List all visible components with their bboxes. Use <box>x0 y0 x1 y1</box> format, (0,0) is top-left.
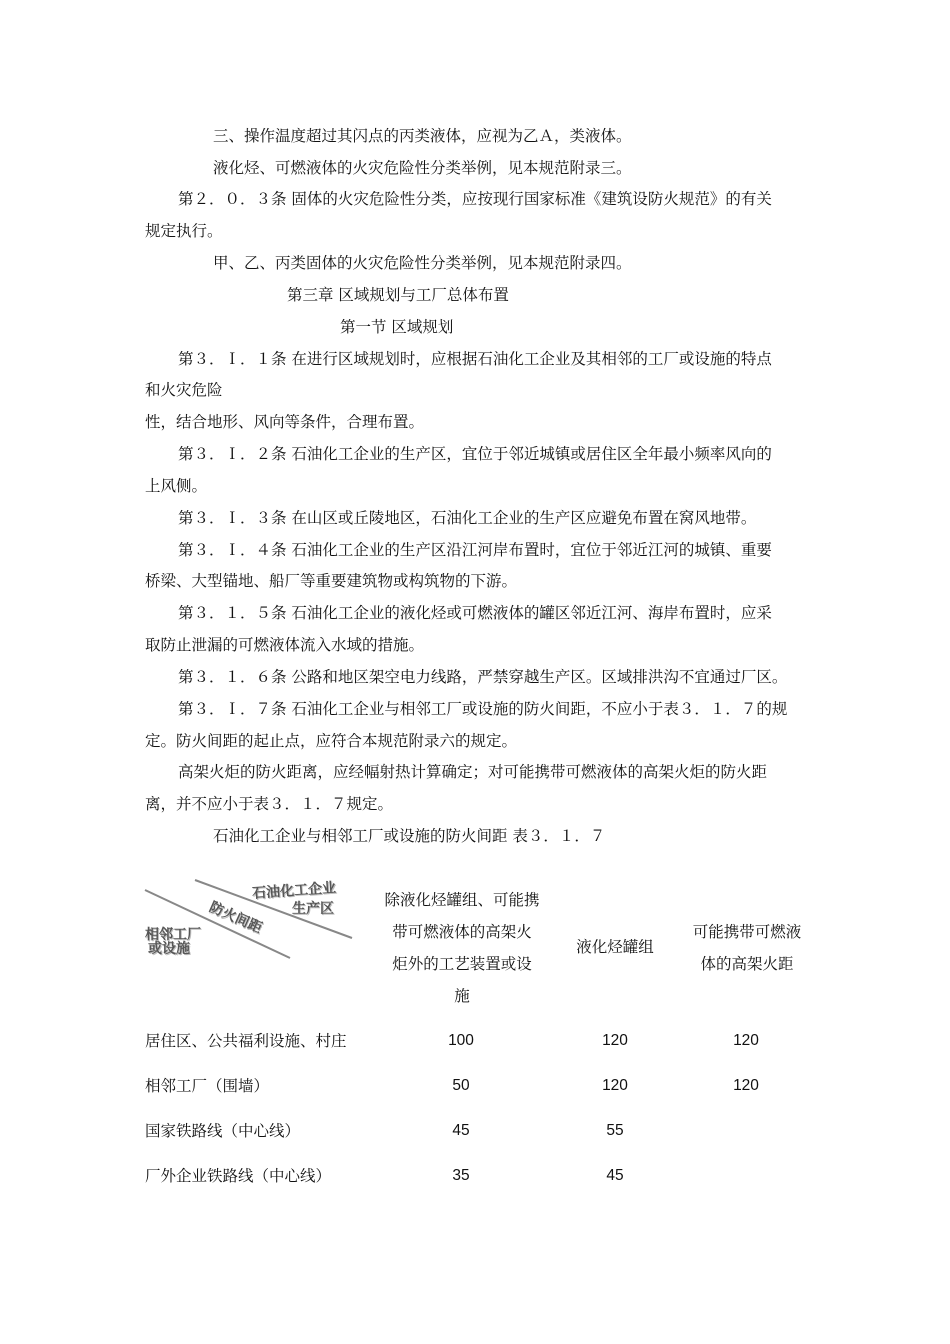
article: 第３．Ｉ．３条 在山区或丘陵地区，石油化工企业的生产区应避免布置在窝风地带。 <box>178 509 757 527</box>
article: 取防止泄漏的可燃液体流入水域的措施。 <box>145 636 425 654</box>
article: 定。防火间距的起止点，应符合本规范附录六的规定。 <box>145 732 518 750</box>
paragraph: 液化烃、可燃液体的火灾危险性分类举例，见本规范附录三。 <box>213 159 632 177</box>
cell-value: 120 <box>733 1032 759 1049</box>
cell-value: 120 <box>602 1077 628 1094</box>
row-label: 国家铁路线（中心线） <box>145 1122 301 1140</box>
header-line: 除液化烃罐组、可能携 <box>384 891 540 909</box>
article: 高架火炬的防火距离，应经幅射热计算确定；对可能携带可燃液体的高架火炬的防火距 <box>178 763 768 781</box>
paragraph: 第２．０．３条 固体的火灾危险性分类，应按现行国家标准《建筑设防火规范》的有关 <box>178 190 772 208</box>
cell-value: 120 <box>602 1032 628 1049</box>
paragraph: 甲、乙、丙类固体的火灾危险性分类举例，见本规范附录四。 <box>213 254 632 272</box>
article: 桥梁、大型锚地、船厂等重要建筑物或构筑物的下游。 <box>145 572 518 590</box>
article: 和火灾危险 <box>145 381 223 399</box>
article: 上风侧。 <box>145 477 208 495</box>
section-title: 第一节 区域规划 <box>340 318 454 336</box>
row-label: 居住区、公共福利设施、村庄 <box>145 1032 347 1050</box>
column-header-flare <box>680 916 814 980</box>
article: 第３．１．５条 石油化工企业的液化烃或可燃液体的罐区邻近江河、海岸布置时，应采 <box>178 604 772 622</box>
header-line: 可能携带可燃液 <box>692 923 802 941</box>
corner-top-label: 石油化工企业 <box>251 880 337 902</box>
article: 第３．１．６条 公路和地区架空电力线路，严禁穿越生产区。区域排洪沟不宜通过厂区。 <box>178 668 788 686</box>
row-label: 厂外企业铁路线（中心线） <box>145 1167 332 1185</box>
header-line: 液化烃罐组 <box>576 938 654 956</box>
cell-value: 120 <box>733 1077 759 1094</box>
table-corner-header <box>140 872 360 962</box>
cell-value: 45 <box>606 1167 624 1184</box>
corner-middle-label: 防火间距 <box>206 899 265 937</box>
article: 第３．Ｉ．１条 在进行区域规划时，应根据石油化工企业及其相邻的工厂或设施的特点 <box>178 350 772 368</box>
article: 第３．Ｉ．２条 石油化工企业的生产区，宜位于邻近城镇或居住区全年最小频率风向的 <box>178 445 772 463</box>
header-line: 体的高架火距 <box>700 955 794 973</box>
header-line: 带可燃液体的高架火 <box>392 923 532 941</box>
article: 离，并不应小于表３．１．７规定。 <box>145 795 394 813</box>
paragraph: 规定执行。 <box>145 222 223 240</box>
article: 性，结合地形、风向等条件，合理布置。 <box>145 413 425 431</box>
cell-value: 100 <box>448 1032 474 1049</box>
header-line: 施 <box>454 987 470 1005</box>
column-header-lpg-tanks <box>555 931 675 963</box>
cell-value: 35 <box>452 1167 470 1184</box>
article: 第３．Ｉ．７条 石油化工企业与相邻工厂或设施的防火间距，不应小于表３．１．７的规 <box>178 700 788 718</box>
corner-bottom-label-2: 或设施 <box>148 941 190 957</box>
article: 第３．Ｉ．４条 石油化工企业的生产区沿江河岸布置时，宜位于邻近江河的城镇、重要 <box>178 541 772 559</box>
chapter-title: 第三章 区域规划与工厂总体布置 <box>287 286 509 304</box>
header-line: 炬外的工艺装置或设 <box>392 955 532 973</box>
row-label: 相邻工厂（围墙） <box>145 1077 270 1095</box>
cell-value: 45 <box>452 1122 470 1139</box>
paragraph: 三、操作温度超过其闪点的丙类液体，应视为乙Ａ，类液体。 <box>213 127 632 145</box>
cell-value: 55 <box>606 1122 624 1139</box>
column-header-process-units <box>372 884 552 1012</box>
corner-bottom-label: 相邻工厂 <box>145 927 201 943</box>
table-caption: 石油化工企业与相邻工厂或设施的防火间距 表３．１．７ <box>213 827 606 845</box>
cell-value: 50 <box>452 1077 470 1094</box>
corner-top-label-2: 生产区 <box>292 901 334 917</box>
